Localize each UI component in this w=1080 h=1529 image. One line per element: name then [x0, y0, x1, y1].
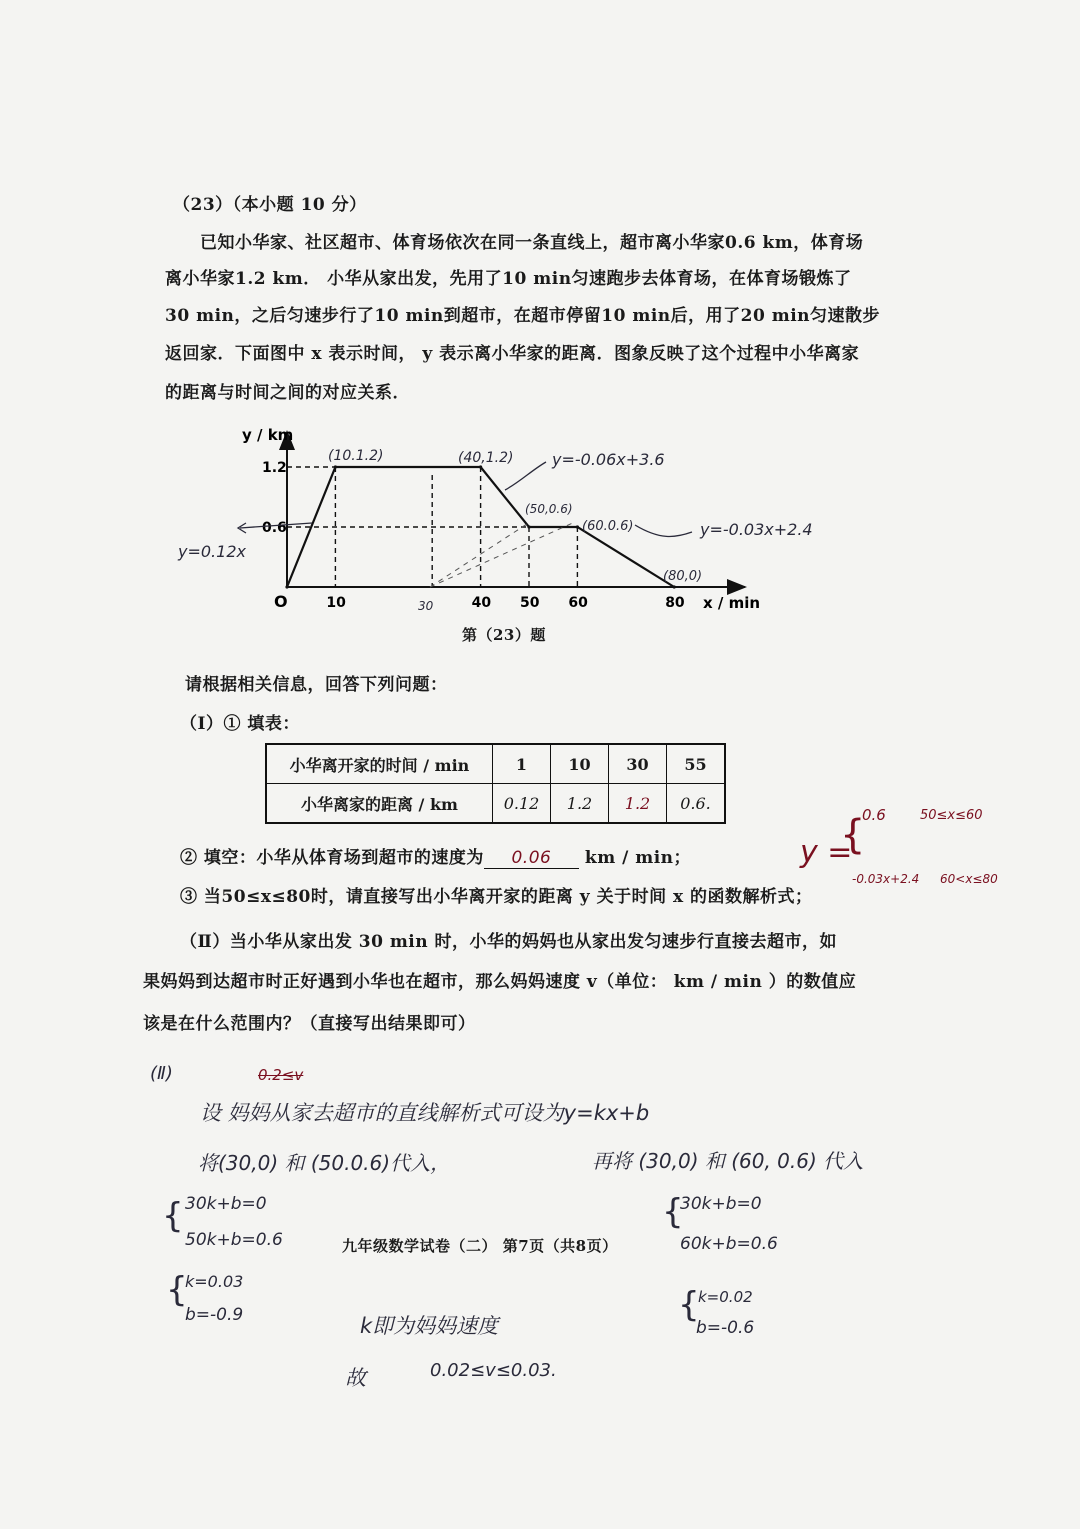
- table-cell: 55: [667, 744, 726, 784]
- unit-label: km / min；: [584, 848, 692, 868]
- question-3: ③ 当50≤x≤80时，请直接写出小华离开家的距离 y 关于时间 x 的函数解析式；: [180, 887, 813, 907]
- answer-blank[interactable]: [484, 848, 579, 869]
- solution: b=-0.6: [696, 1318, 755, 1338]
- annotation: (10.1.2): [328, 448, 384, 464]
- table-cell: 1: [493, 744, 551, 784]
- annotation: (60.0.6): [582, 519, 634, 534]
- annotation-arrow: [635, 525, 692, 536]
- sketch-line: [430, 522, 575, 587]
- handwritten-answer: 50≤x≤60: [920, 808, 983, 823]
- part1-label: （Ⅰ）① 填表：: [180, 714, 300, 734]
- y-axis-label: y / km: [242, 426, 294, 444]
- x-tick-label: 50: [520, 595, 540, 611]
- fill-table: [265, 743, 726, 824]
- brace: {: [162, 1196, 184, 1236]
- conclusion: 0.02≤v≤0.03.: [430, 1360, 557, 1381]
- x-tick-label: 10: [326, 595, 346, 611]
- distance-time-graph: [160, 420, 860, 620]
- figure-caption: 第（23）题: [462, 626, 546, 644]
- handwritten-label: (Ⅱ): [150, 1063, 173, 1084]
- handwritten-line: 再将 (30,0) 和 (60, 0.6) 代入: [592, 1149, 864, 1173]
- handwritten-answer: 0.6: [862, 806, 886, 824]
- problem-text-line: 离小华家1.2 km． 小华从家出发，先用了10 min匀速跑步去体育场，在体育场锻炼了: [165, 269, 852, 289]
- x-tick-label: 40: [471, 595, 492, 611]
- data-point: [527, 525, 530, 528]
- y-tick-label: 1.2: [262, 460, 287, 476]
- data-point: [285, 585, 288, 588]
- handwritten-answer: y =: [800, 835, 853, 870]
- annotation: (40,1.2): [458, 450, 514, 466]
- handwritten-answer: 0.06: [511, 848, 552, 868]
- brace: {: [166, 1270, 188, 1310]
- annotation-arrow: [505, 462, 546, 490]
- x-tick-label: 80: [665, 595, 685, 611]
- answer-cell[interactable]: 0.12: [493, 784, 551, 824]
- solution: b=-0.9: [185, 1305, 244, 1325]
- struck-text: 0.2≤v: [258, 1066, 304, 1084]
- page-footer: 九年级数学试卷（二） 第7页（共8页）: [342, 1237, 618, 1255]
- solution: k=0.02: [698, 1288, 753, 1306]
- handwritten-answer: 60<x≤80: [940, 872, 998, 886]
- handwritten-line: 故: [345, 1366, 366, 1390]
- x-tick-label: 60: [568, 595, 588, 611]
- annotation: (80,0): [663, 569, 703, 584]
- brace: {: [678, 1285, 700, 1325]
- solution: k=0.03: [185, 1272, 244, 1291]
- handwritten-answer: -0.03x+2.4: [852, 872, 920, 886]
- equation: 30k+b=0: [680, 1194, 762, 1214]
- part2-text-line: 该是在什么范围内？（直接写出结果即可）: [143, 1014, 476, 1034]
- problem-number: （23）（本小题 10 分）: [173, 195, 367, 215]
- problem-text-line: 返回家．下面图中 x 表示时间， y 表示离小华家的距离．图象反映了这个过程中小华离家: [165, 344, 860, 364]
- annotation: (50,0.6): [525, 502, 573, 516]
- annotation: 30: [418, 599, 434, 613]
- origin-label: O: [274, 592, 288, 611]
- answer-cell[interactable]: 1.2: [609, 784, 667, 824]
- table-cell: 10: [551, 744, 609, 784]
- problem-text-line: 30 min，之后匀速步行了10 min到超市，在超市停留10 min后，用了20 min匀速散步: [165, 306, 881, 326]
- handwritten-line: k即为妈妈速度: [360, 1314, 499, 1338]
- answer-cell[interactable]: 0.6.: [667, 784, 726, 824]
- annotation: y=0.12x: [178, 542, 246, 561]
- y-tick-label: 0.6: [262, 520, 287, 536]
- table-row: [266, 784, 725, 824]
- brace: {: [662, 1192, 684, 1232]
- data-point: [673, 585, 676, 588]
- answer-cell[interactable]: 1.2: [551, 784, 609, 824]
- equation: 60k+b=0.6: [680, 1234, 778, 1254]
- part2-text-line: 果妈妈到达超市时正好遇到小华也在超市，那么妈妈速度 v（单位： km / min ）的数值应: [143, 972, 857, 992]
- question-2: [180, 843, 691, 869]
- data-point: [334, 465, 337, 468]
- table-row: [266, 744, 725, 784]
- equation: 30k+b=0: [185, 1194, 267, 1214]
- data-point: [576, 525, 579, 528]
- annotation: y=-0.03x+2.4: [700, 520, 813, 539]
- handwritten-line: 将(30,0) 和 (50.0.6)代入，: [198, 1151, 451, 1175]
- equation: 50k+b=0.6: [185, 1230, 283, 1250]
- brace: {: [840, 812, 866, 858]
- x-axis-label: x / min: [703, 594, 761, 612]
- handwritten-line: 设 妈妈从家去超市的直线解析式可设为y=kx+b: [200, 1101, 650, 1125]
- question-2-text: ② 填空：小华从体育场到超市的速度为: [180, 848, 484, 868]
- table-cell: 30: [609, 744, 667, 784]
- part2-text-line: （Ⅱ）当小华从家出发 30 min 时，小华的妈妈也从家出发匀速步行直接去超市，如: [180, 932, 838, 952]
- table-header-cell: 小华离开家的时间 / min: [266, 744, 493, 784]
- annotation: y=-0.06x+3.6: [552, 450, 665, 469]
- table-header-cell: 小华离家的距离 / km: [266, 784, 493, 824]
- question-intro: 请根据相关信息，回答下列问题：: [185, 675, 448, 695]
- problem-text-line: 已知小华家、社区超市、体育场依次在同一条直线上，超市离小华家0.6 km，体育场: [200, 233, 864, 253]
- problem-text-line: 的距离与时间之间的对应关系．: [165, 383, 410, 403]
